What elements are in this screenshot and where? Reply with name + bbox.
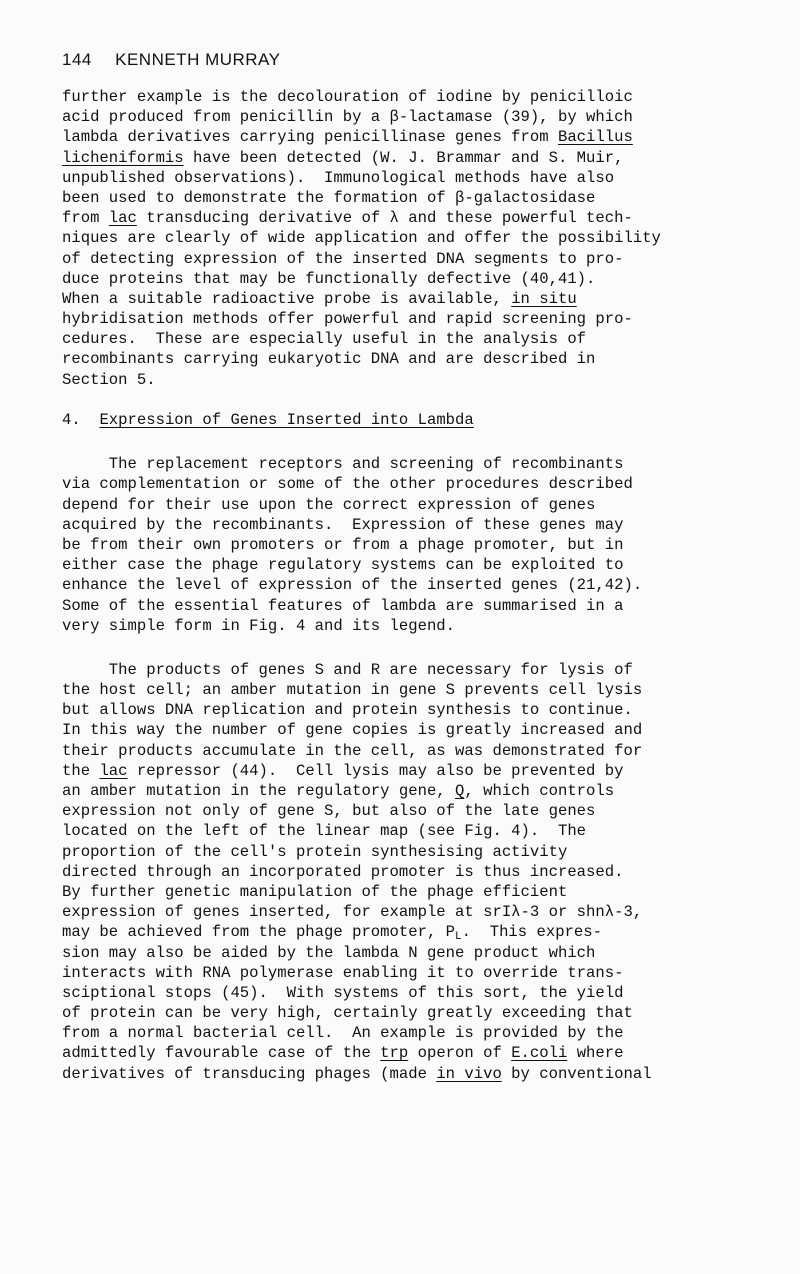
text-line: very simple form in Fig. 4 and its legend. bbox=[62, 616, 456, 635]
page-number: 144 bbox=[62, 50, 92, 69]
text-line: expression of genes inserted, for example at srIλ-3 or shnλ-3, bbox=[62, 903, 643, 922]
text-line: acid produced from penicillin by a β-lactamase (39), by which bbox=[62, 108, 633, 127]
latin-term: in vivo bbox=[436, 1064, 502, 1083]
text-line: further example is the decolouration of iodine by penicilloic bbox=[62, 88, 633, 106]
text-line: enhance the level of expression of the inserted genes (21,42). bbox=[62, 576, 643, 595]
text-line: The products of genes S and R are necessary for lysis of bbox=[62, 660, 633, 679]
text-line: The replacement receptors and screening of recombinants bbox=[62, 455, 624, 474]
text-line: interacts with RNA polymerase enabling it to override trans- bbox=[62, 963, 624, 982]
text-line: licheniformis have been detected (W. J. Brammar and S. Muir, bbox=[62, 148, 624, 167]
text-line: of protein can be very high, certainly greatly exceeding that bbox=[62, 1004, 633, 1023]
text-line: expression not only of gene S, but also of the late genes bbox=[62, 802, 596, 821]
species-name: licheniformis bbox=[62, 148, 184, 167]
text-line: hybridisation methods offer powerful and rapid screening pro- bbox=[62, 310, 633, 329]
latin-term: in situ bbox=[511, 289, 577, 308]
text-line: In this way the number of gene copies is greatly increased and bbox=[62, 721, 643, 740]
section-number: 4. bbox=[62, 411, 81, 429]
text-line: from lac transducing derivative of λ and these powerful tech- bbox=[62, 209, 633, 228]
paragraph-2 bbox=[62, 454, 800, 636]
text-line: either case the phage regulatory systems can be exploited to bbox=[62, 556, 624, 575]
gene-name: lac bbox=[108, 209, 137, 228]
text-line: the host cell; an amber mutation in gene S prevents cell lysis bbox=[62, 681, 643, 700]
text-line: their products accumulate in the cell, as was demonstrated for bbox=[62, 741, 643, 760]
text-line: directed through an incorporated promoter is thus increased. bbox=[62, 862, 624, 881]
text-line: be from their own promoters or from a phage promoter, but in bbox=[62, 535, 624, 554]
text-line: Some of the essential features of lambda are summarised in a bbox=[62, 596, 624, 615]
text-line: By further genetic manipulation of the phage efficient bbox=[62, 882, 568, 901]
promoter-subscript: L bbox=[455, 931, 462, 944]
text-line: of detecting expression of the inserted DNA segments to pro- bbox=[62, 249, 624, 268]
text-line: acquired by the recombinants. Expression of these genes may bbox=[62, 515, 624, 534]
genus-name: Bacillus bbox=[557, 128, 633, 147]
running-head: KENNETH MURRAY bbox=[115, 50, 281, 69]
text-line: proportion of the cell's protein synthesising activity bbox=[62, 842, 568, 861]
text-line: an amber mutation in the regulatory gene, Q, which controls bbox=[62, 782, 615, 800]
text-line: When a suitable radioactive probe is available, in situ bbox=[62, 289, 577, 308]
text-line: cedures. These are especially useful in the analysis of bbox=[62, 330, 587, 349]
text-line: sciptional stops (45). With systems of this sort, the yield bbox=[62, 983, 624, 1002]
gene-name: Q bbox=[455, 782, 465, 800]
text-line: may be achieved from the phage promoter, $P_L$. This expres- bbox=[62, 923, 603, 944]
operon-name: trp bbox=[380, 1044, 409, 1063]
paragraph-1 bbox=[62, 87, 800, 390]
text-line: from a normal bacterial cell. An example is provided by the bbox=[62, 1024, 624, 1043]
text-line: been used to demonstrate the formation of β-galactosidase bbox=[62, 188, 596, 207]
paragraph-3 bbox=[62, 660, 800, 1084]
running-header bbox=[62, 50, 280, 70]
text-line: recombinants carrying eukaryotic DNA and are described in bbox=[62, 350, 596, 369]
text-line: Section 5. bbox=[62, 370, 156, 389]
text-line: niques are clearly of wide application and offer the possibility bbox=[62, 229, 661, 248]
text-line: via complementation or some of the other procedures described bbox=[62, 475, 633, 494]
species-name: E.coli bbox=[511, 1044, 568, 1063]
page-body bbox=[62, 87, 800, 1084]
text-line: depend for their use upon the correct expression of genes bbox=[62, 495, 596, 514]
text-line: lambda derivatives carrying penicillinase genes from Bacillus bbox=[62, 128, 633, 147]
text-line: the lac repressor (44). Cell lysis may also be prevented by bbox=[62, 761, 624, 780]
text-line: located on the left of the linear map (see Fig. 4). The bbox=[62, 822, 587, 841]
section-heading bbox=[62, 410, 800, 430]
text-line: admittedly favourable case of the trp operon of E.coli where bbox=[62, 1044, 624, 1063]
text-line: derivatives of transducing phages (made in vivo by conventional bbox=[62, 1064, 652, 1083]
text-line: but allows DNA replication and protein synthesis to continue. bbox=[62, 701, 633, 720]
text-line: sion may also be aided by the lambda N gene product which bbox=[62, 943, 596, 962]
text-line: duce proteins that may be functionally defective (40,41). bbox=[62, 269, 596, 288]
section-title: Expression of Genes Inserted into Lambda bbox=[99, 411, 474, 429]
text-line: unpublished observations). Immunological methods have also bbox=[62, 168, 615, 187]
gene-name: lac bbox=[99, 761, 128, 780]
